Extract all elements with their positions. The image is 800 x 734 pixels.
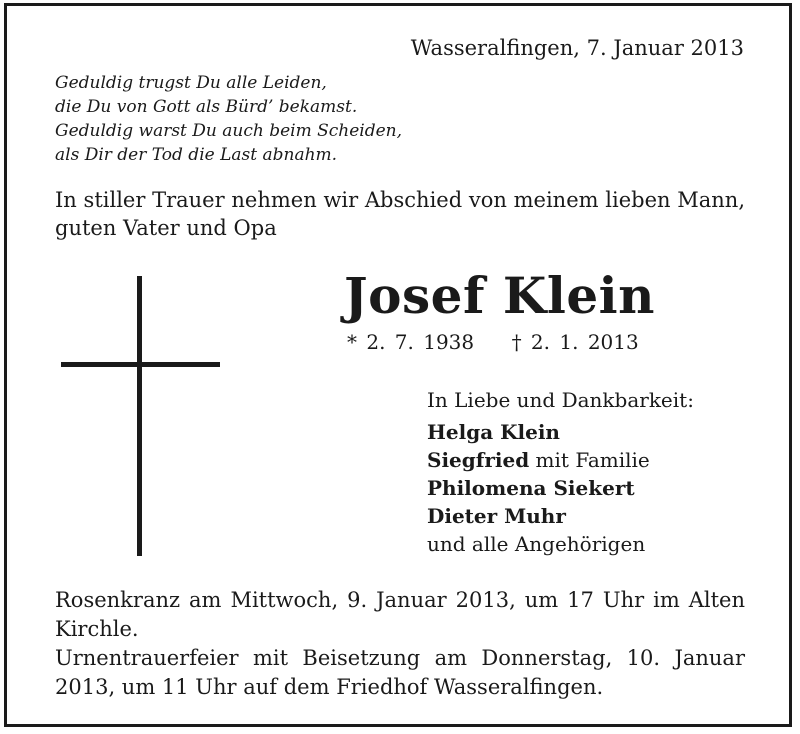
mourner [427,446,650,474]
deceased-name: Josef Klein [344,266,655,325]
relatives-line: und alle Angehörigen [427,532,646,556]
mourner-name: Dieter Muhr [427,504,566,528]
life-dates [347,330,639,354]
cross-icon-bar [61,362,220,367]
birth-date: * 2. 7. 1938 [347,330,475,354]
thanks-line: In Liebe und Dankbarkeit: [427,388,694,412]
mourner-suffix: mit Familie [529,448,650,472]
mourner [427,502,650,530]
place-date: Wasseralfingen, 7. Januar 2013 [410,36,744,60]
mourner [427,418,650,446]
rosary-info: Rosenkranz am Mittwoch, 9. Januar 2013, um 17 Uhr im Alten Kirchle. [55,588,745,641]
poem-line: Geduldig warst Du auch beim Scheiden, [55,121,403,141]
mourner-name: Siegfried [427,448,530,472]
poem-line: als Dir der Tod die Last abnahm. [55,145,338,165]
mourner-name: Helga Klein [427,420,560,444]
poem [55,71,402,167]
mourner-name: Philomena Siekert [427,476,635,500]
service-details [55,586,745,702]
cross-icon [137,276,142,556]
death-date: † 2. 1. 2013 [511,330,639,354]
intro-text: In stiller Trauer nehmen wir Abschied von meinem lieben Mann, guten Vater und Opa [55,188,745,240]
poem-line: Geduldig trugst Du alle Leiden, [55,73,327,93]
mourners-list [427,418,650,558]
mourner [427,474,650,502]
funeral-info: Urnentrauerfeier mit Beisetzung am Donnerstag, 10. Januar 2013, um 11 Uhr auf dem Friedhof Wasseralfingen. [55,646,745,699]
poem-line: die Du von Gott als Bürd’ bekamst. [55,97,358,117]
